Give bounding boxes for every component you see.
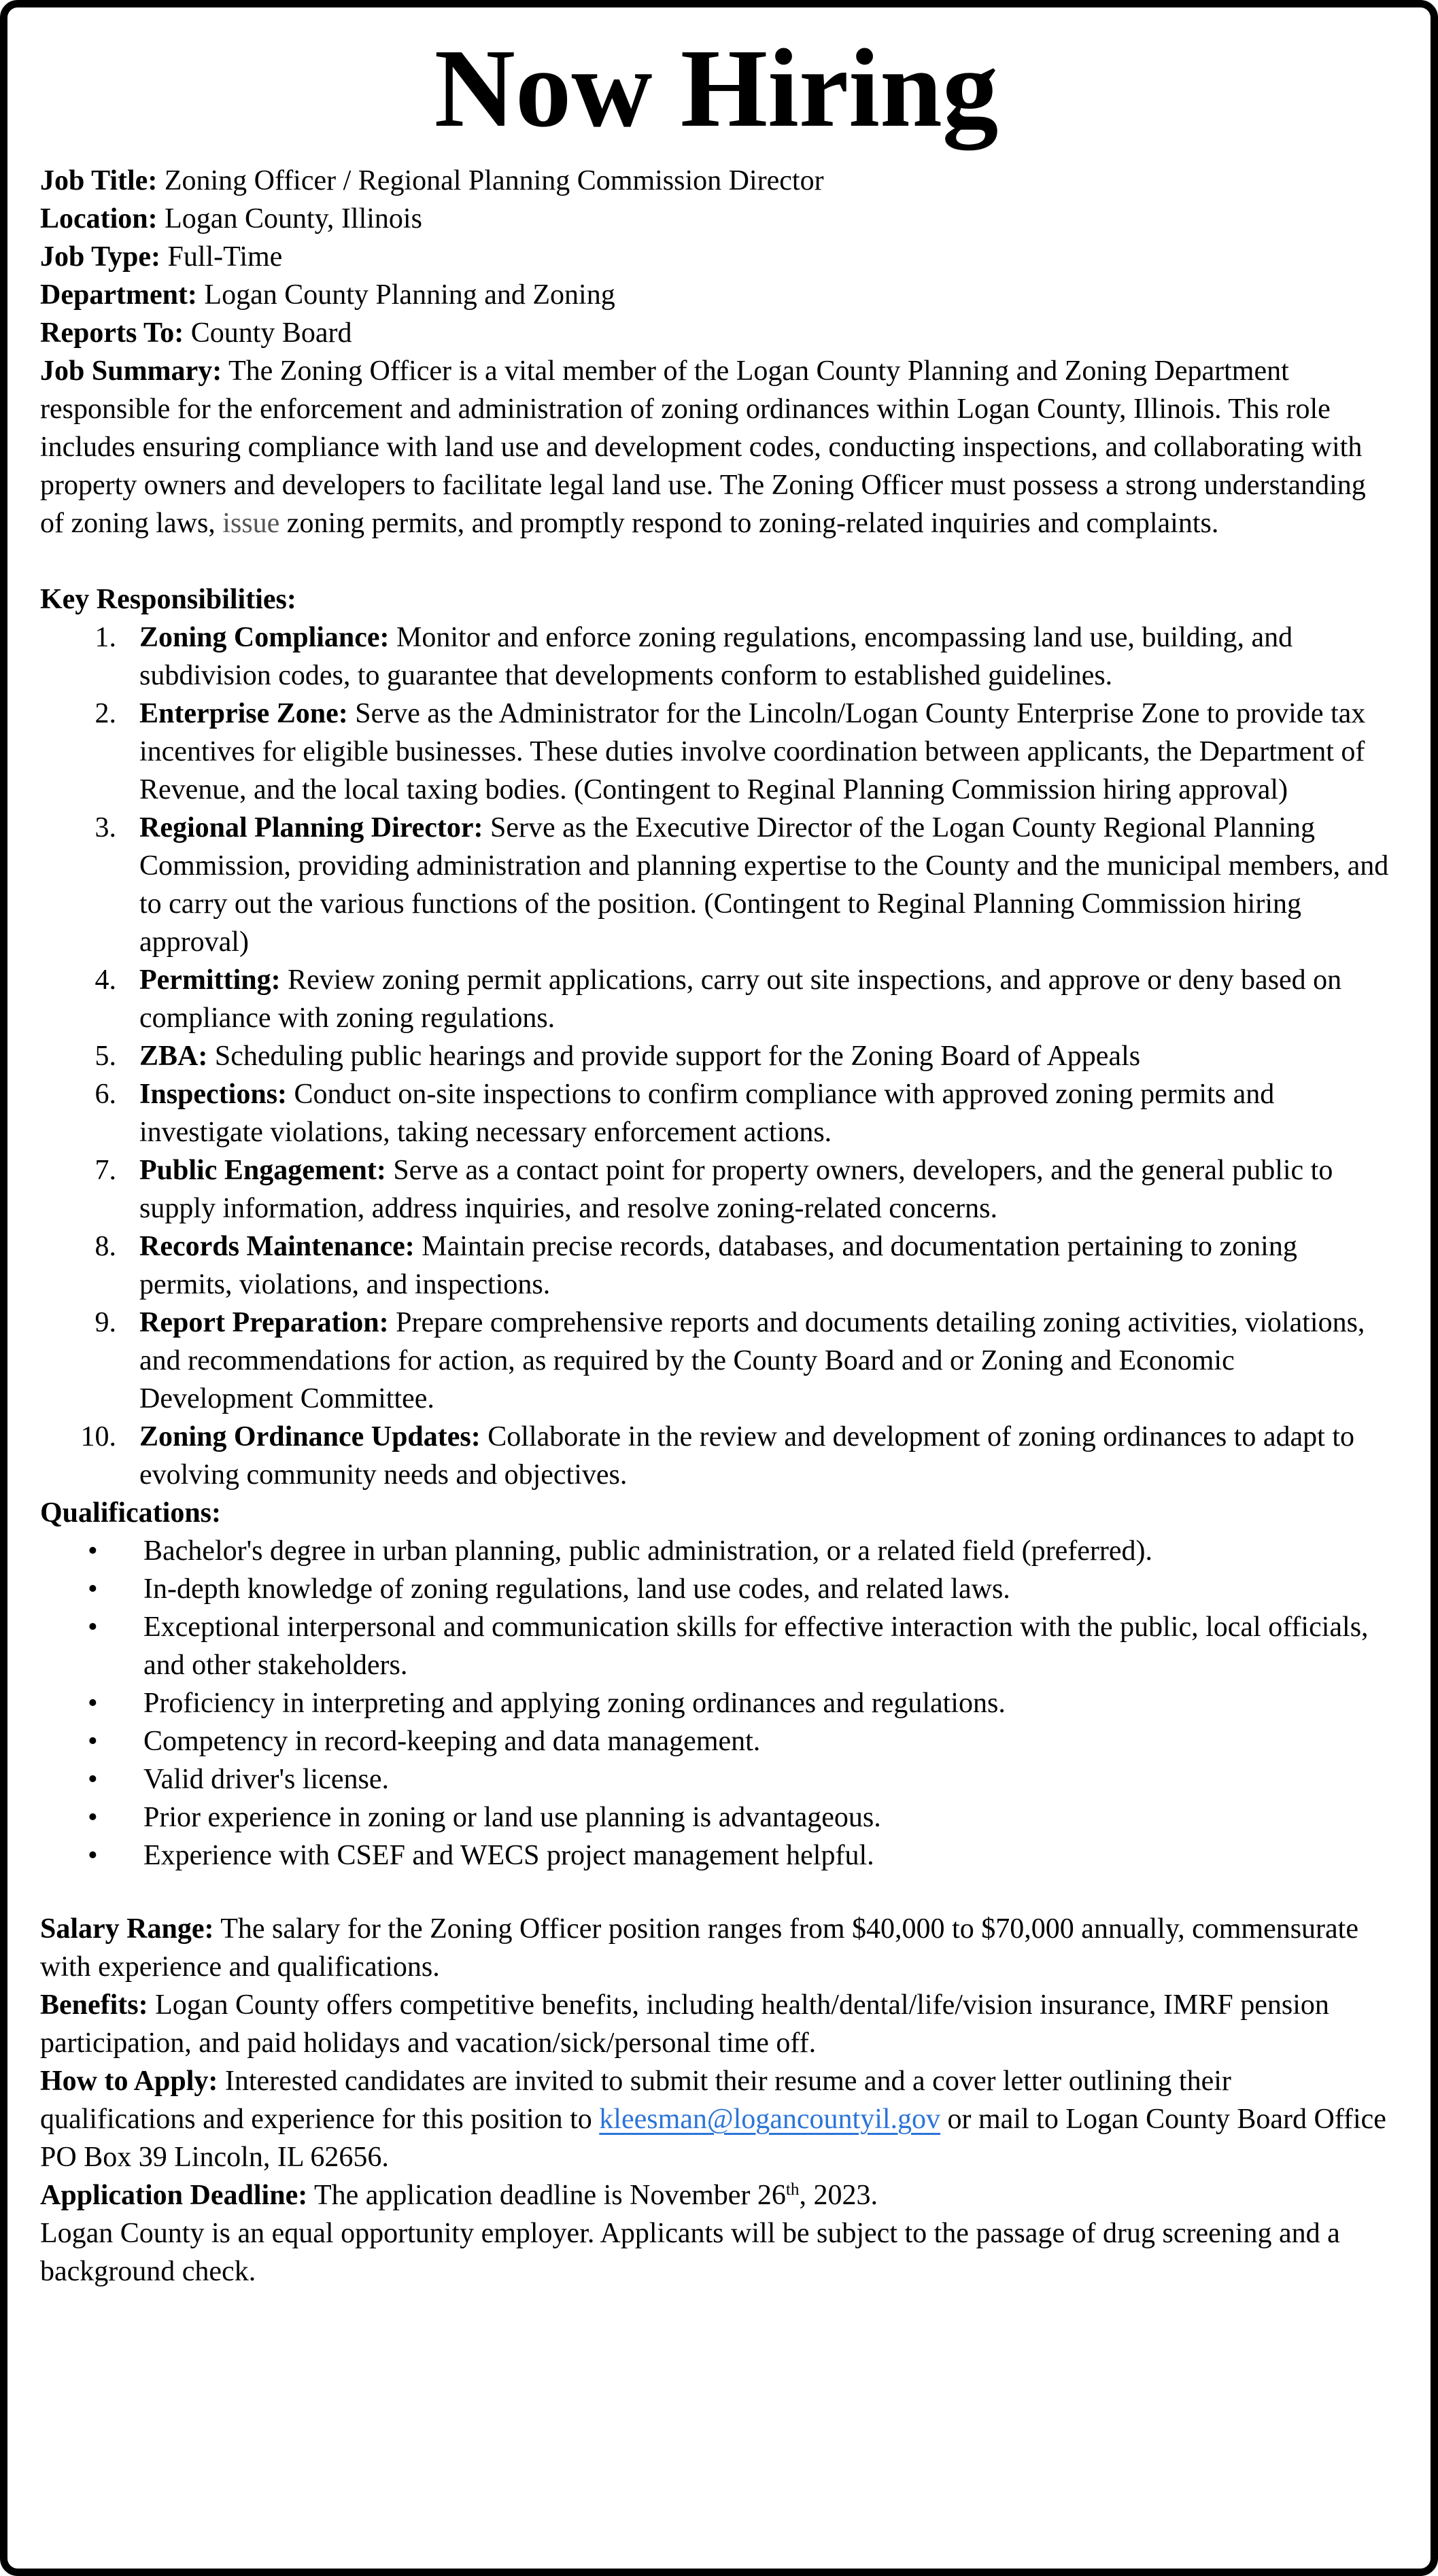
qualification-item: • In-depth knowledge of zoning regulations, land use codes, and related laws. (40, 1570, 1392, 1608)
responsibility-item (40, 695, 1392, 809)
field-label: Reports To: (40, 317, 184, 349)
salary-text: The salary for the Zoning Officer position ranges from $40,000 to $70,000 annually, commensurate with experience and qualifications. (40, 1913, 1358, 1983)
responsibility-item (40, 809, 1392, 961)
responsibility-label: Permitting: (139, 964, 281, 996)
responsibility-text: Review zoning permit applications, carry out site inspections, and approve or deny based on compliance with zoning regulations. (139, 964, 1342, 1034)
intro-field-line (40, 314, 1392, 352)
salary-label: Salary Range: (40, 1913, 214, 1945)
qualifications-list (40, 1532, 1392, 1875)
qualification-item: • Experience with CSEF and WECS project management helpful. (40, 1837, 1392, 1875)
responsibility-item (40, 1075, 1392, 1151)
salary-paragraph (40, 1910, 1392, 1986)
responsibility-item (40, 1151, 1392, 1228)
responsibility-label: ZBA: (139, 1041, 208, 1072)
email-link[interactable]: kleesman@logancountyil.gov (599, 2104, 941, 2135)
responsibility-item (40, 961, 1392, 1037)
responsibility-text: Serve as a contact point for property owners, developers, and the general public to supply information, address inquiries, and resolve zoning-related concerns. (139, 1155, 1333, 1224)
field-value: Full-Time (167, 241, 283, 273)
deadline-text-after: , 2023. (799, 2180, 878, 2211)
application-deadline-label: Application Deadline: (40, 2180, 308, 2211)
page-title: Now Hiring (434, 26, 999, 150)
job-summary-paragraph (40, 352, 1392, 542)
responsibility-label: Public Engagement: (139, 1155, 386, 1186)
responsibility-label: Regional Planning Director: (139, 812, 483, 843)
responsibility-item (40, 619, 1392, 695)
qualification-item: • Prior experience in zoning or land use planning is advantageous. (40, 1798, 1392, 1837)
how-to-apply-text-after: or mail to Logan County Board Office PO Box 39 Lincoln, IL 62656. (40, 2104, 1386, 2173)
highlighted-word-issue: issue (222, 508, 280, 539)
responsibility-text: Serve as the Administrator for the Lincoln/Logan County Enterprise Zone to provide tax incentives for eligible businesses. These duties involve coordination between applicants, the Department of Revenue, and the local taxing bodies. (Contingent to Reginal Planning Commission hiring approval) (139, 698, 1366, 805)
qualifications-heading: Qualifications: (40, 1497, 222, 1529)
responsibility-text: Prepare comprehensive reports and documents detailing zoning activities, violations, and recommendations for action, as required by the County Board and or Zoning and Economic Development Committee. (139, 1307, 1365, 1414)
responsibility-label: Inspections: (139, 1079, 288, 1110)
field-label: Job Title: (40, 165, 158, 196)
responsibility-item (40, 1418, 1392, 1494)
responsibility-item (40, 1304, 1392, 1418)
field-label: Department: (40, 279, 197, 311)
qualification-item: • Valid driver's license. (40, 1760, 1392, 1798)
responsibility-label: Zoning Compliance: (139, 622, 390, 653)
qualification-item: • Exceptional interpersonal and communication skills for effective interaction with the public, local officials, and other stakeholders. (40, 1608, 1392, 1684)
responsibility-label: Enterprise Zone: (139, 698, 348, 729)
responsibility-item (40, 1037, 1392, 1075)
responsibility-text: Serve as the Executive Director of the Logan County Regional Planning Commission, providing administration and planning expertise to the County and the municipal members, and to carry out the various functions of the position. (Contingent to Reginal Planning Commission hiring approval) (139, 812, 1389, 958)
field-value: County Board (190, 317, 352, 349)
intro-fields (40, 162, 1392, 352)
job-summary-text-before: The Zoning Officer is a vital member of the Logan County Planning and Zoning Department responsible for the enforcement and administration of zoning ordinances within Logan County, Illinois. This role includes ensuring compliance with land use and development codes, conducting inspections, and collaborating with property owners and developers to facilitate legal land use. The Zoning Officer must possess a strong understanding of zoning laws, (40, 355, 1366, 539)
benefits-label: Benefits: (40, 1989, 148, 2021)
intro-field-line (40, 238, 1392, 276)
responsibilities-list (40, 619, 1392, 1494)
field-value: Logan County Planning and Zoning (204, 279, 615, 311)
application-deadline-paragraph (40, 2176, 1392, 2214)
benefits-paragraph (40, 1986, 1392, 2062)
how-to-apply-label: How to Apply: (40, 2066, 218, 2097)
field-value: Logan County, Illinois (165, 203, 422, 234)
responsibility-label: Zoning Ordinance Updates: (139, 1421, 481, 1452)
job-summary-label: Job Summary: (40, 355, 222, 387)
responsibility-text: Conduct on-site inspections to confirm compliance with approved zoning permits and investigate violations, taking necessary enforcement actions. (139, 1079, 1275, 1148)
ordinal-superscript: th (785, 2180, 800, 2199)
intro-field-line (40, 200, 1392, 238)
responsibility-label: Records Maintenance: (139, 1231, 415, 1262)
equal-opportunity-statement: Logan County is an equal opportunity employer. Applicants will be subject to the passage of drug screening and a background check. (40, 2218, 1340, 2287)
responsibility-text: Scheduling public hearings and provide support for the Zoning Board of Appeals (214, 1041, 1141, 1072)
field-label: Location: (40, 203, 158, 234)
responsibility-text: Maintain precise records, databases, and documentation pertaining to zoning permits, violations, and inspections. (139, 1231, 1297, 1300)
job-summary-text-after: zoning permits, and promptly respond to zoning-related inquiries and complaints. (279, 508, 1219, 539)
intro-field-line (40, 162, 1392, 200)
field-value: Zoning Officer / Regional Planning Commission Director (164, 165, 824, 196)
key-responsibilities-heading: Key Responsibilities: (40, 584, 296, 615)
how-to-apply-paragraph (40, 2062, 1392, 2176)
qualification-item: • Competency in record-keeping and data management. (40, 1722, 1392, 1760)
qualification-item: • Proficiency in interpreting and applying zoning ordinances and regulations. (40, 1684, 1392, 1722)
how-to-apply-text-before: Interested candidates are invited to submit their resume and a cover letter outlining their qualifications and experience for this position to (40, 2066, 1231, 2135)
responsibility-text: Collaborate in the review and development of zoning ordinances to adapt to evolving community needs and objectives. (139, 1421, 1355, 1491)
deadline-text-before: The application deadline is November 26 (313, 2180, 786, 2211)
intro-field-line (40, 276, 1392, 314)
field-label: Job Type: (40, 241, 160, 273)
responsibility-text: Monitor and enforce zoning regulations, encompassing land use, building, and subdivision codes, to guarantee that developments conform to established guidelines. (139, 622, 1293, 691)
benefits-text: Logan County offers competitive benefits, including health/dental/life/vision insurance, IMRF pension participation, and paid holidays and vacation/sick/personal time off. (40, 1989, 1329, 2059)
responsibility-item (40, 1228, 1392, 1304)
qualification-item: • Bachelor's degree in urban planning, public administration, or a related field (preferred). (40, 1532, 1392, 1570)
responsibility-label: Report Preparation: (139, 1307, 389, 1338)
